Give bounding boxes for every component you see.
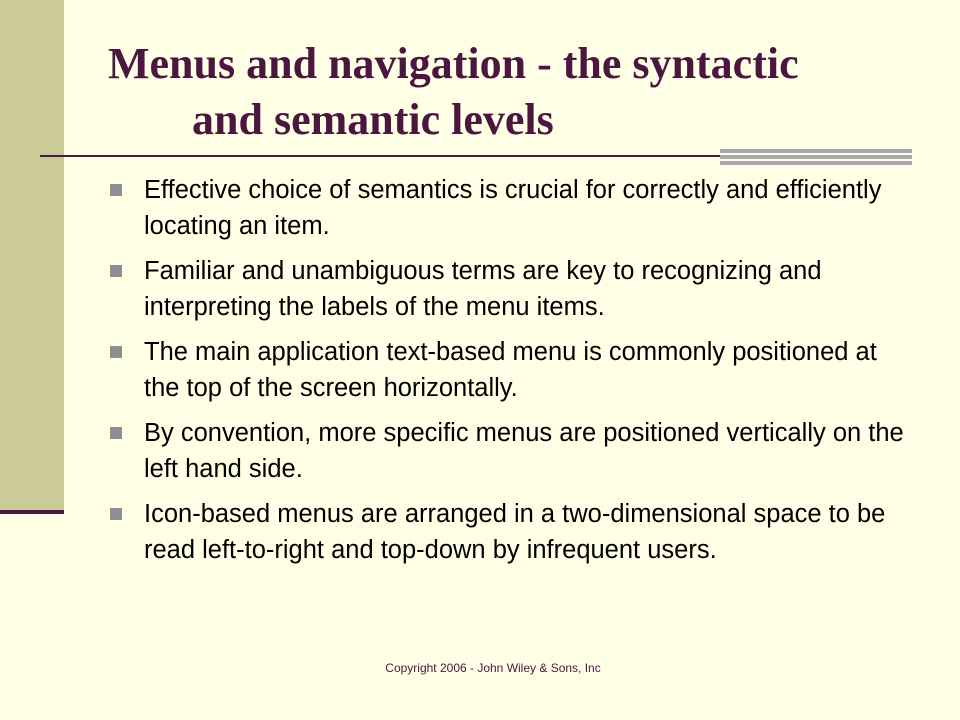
- left-band-rule: [0, 510, 64, 514]
- bullet-item: [110, 334, 910, 406]
- title-line-1: Menus and navigation - the syntactic: [108, 39, 799, 88]
- left-decorative-band: [0, 0, 64, 514]
- bullet-item: [110, 253, 910, 325]
- bullet-item: [110, 172, 910, 244]
- bullet-text: By convention, more specific menus are positioned vertically on the left hand side.: [144, 419, 904, 483]
- square-bullet-icon: [110, 265, 122, 277]
- bullet-text: The main application text-based menu is commonly positioned at the top of the screen horizontally.: [144, 338, 877, 402]
- bullet-list: [110, 172, 910, 577]
- bullet-item: [110, 415, 910, 487]
- square-bullet-icon: [110, 427, 122, 439]
- title-accent-rule: [720, 149, 912, 165]
- title-line-2: and semantic levels: [192, 95, 554, 144]
- bullet-text: Effective choice of semantics is crucial for correctly and efficiently locating an item.: [144, 176, 882, 240]
- copyright-footer: Copyright 2006 - John Wiley & Sons, Inc: [385, 661, 601, 675]
- square-bullet-icon: [110, 508, 122, 520]
- slide-title: [108, 36, 928, 148]
- bullet-text: Familiar and unambiguous terms are key to recognizing and interpreting the labels of the menu items.: [144, 257, 822, 321]
- bullet-text: Icon-based menus are arranged in a two-dimensional space to be read left-to-right and top-down by infrequent users.: [144, 500, 886, 564]
- square-bullet-icon: [110, 346, 122, 358]
- square-bullet-icon: [110, 184, 122, 196]
- bullet-item: [110, 496, 910, 568]
